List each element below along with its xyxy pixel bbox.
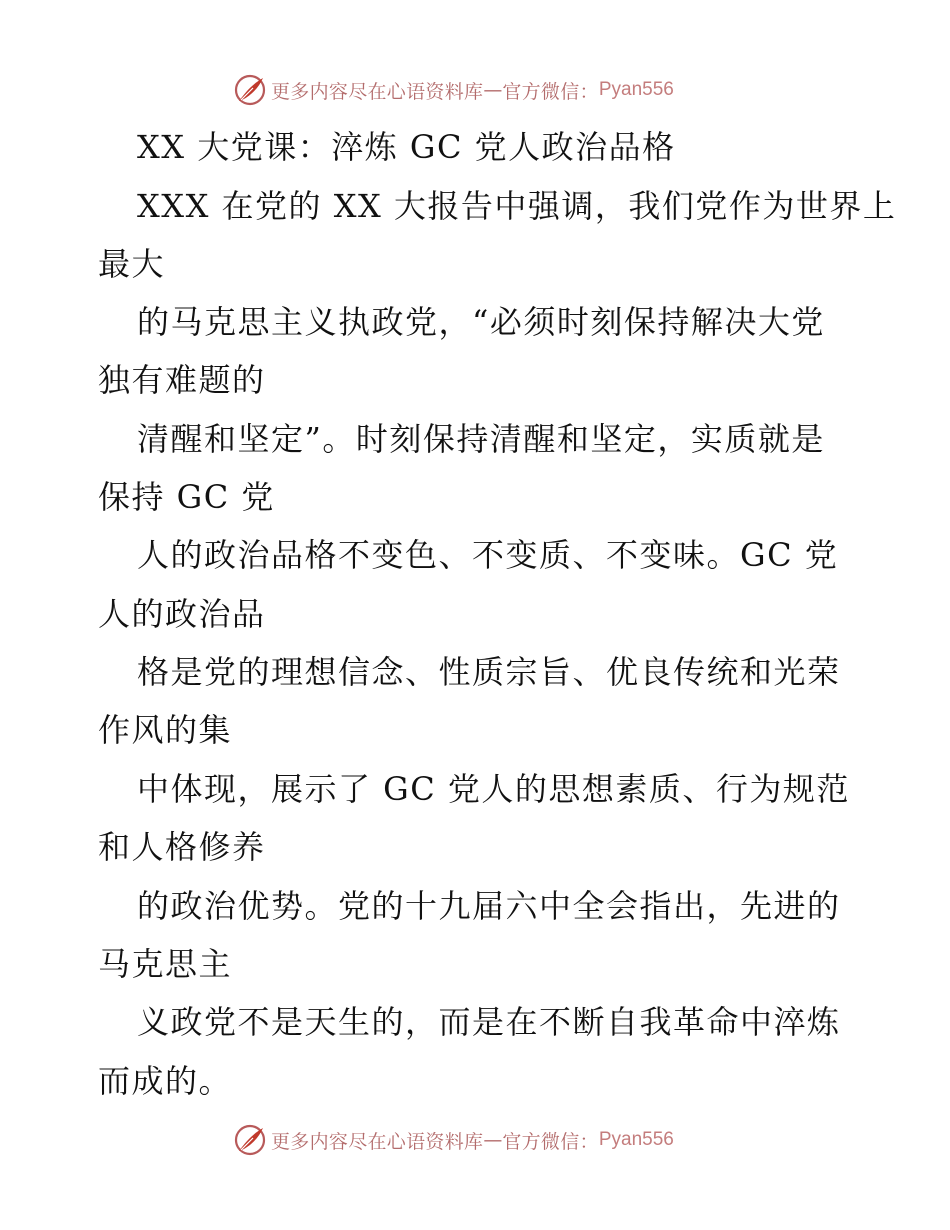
- watermark-separator: —: [483, 1129, 503, 1151]
- watermark-contact-label: 官方微信：: [502, 80, 599, 103]
- watermark-main-text: 更多内容尽在心语资料库: [271, 1130, 484, 1153]
- text-line: 的马克思主义执政党，“必须时刻保持解决大党: [137, 303, 825, 341]
- document-title: XX 大党课：淬炼 GC 党人政治品格: [137, 128, 676, 166]
- text-line: 最大: [98, 245, 166, 283]
- feather-pen-logo-icon: [233, 73, 267, 107]
- watermark-contact-label: 官方微信：: [502, 1130, 599, 1153]
- text-line: 和人格修养: [98, 828, 266, 866]
- text-line: 保持 GC 党: [98, 478, 275, 516]
- text-line: XXX 在党的 XX 大报告中强调，我们党作为世界上: [137, 187, 897, 225]
- text-line: 义政党不是天生的，而是在不断自我革命中淬炼: [137, 1003, 841, 1041]
- text-line: 人的政治品: [98, 595, 266, 633]
- text-line: 中体现，展示了 GC 党人的思想素质、行为规范: [137, 770, 850, 808]
- text-line: 而成的。: [98, 1062, 233, 1100]
- text-line: 独有难题的: [98, 361, 266, 399]
- text-line: 马克思主: [98, 945, 233, 983]
- feather-pen-logo-icon: [233, 1123, 267, 1157]
- watermark-contact-id: Pyan556: [598, 1129, 674, 1150]
- header-watermark: [233, 72, 674, 108]
- text-line: 格是党的理想信念、性质宗旨、优良传统和光荣: [137, 653, 841, 691]
- text-line: 人的政治品格不变色、不变质、不变味。GC 党: [137, 536, 839, 574]
- watermark-main-text: 更多内容尽在心语资料库: [271, 80, 484, 103]
- text-line: 的政治优势。党的十九届六中全会指出，先进的: [137, 887, 841, 925]
- watermark-contact-id: Pyan556: [598, 79, 674, 100]
- footer-watermark: [233, 1122, 674, 1158]
- text-line: 作风的集: [98, 711, 233, 749]
- text-line: 清醒和坚定”。时刻保持清醒和坚定，实质就是: [137, 420, 825, 458]
- watermark-separator: —: [483, 79, 503, 101]
